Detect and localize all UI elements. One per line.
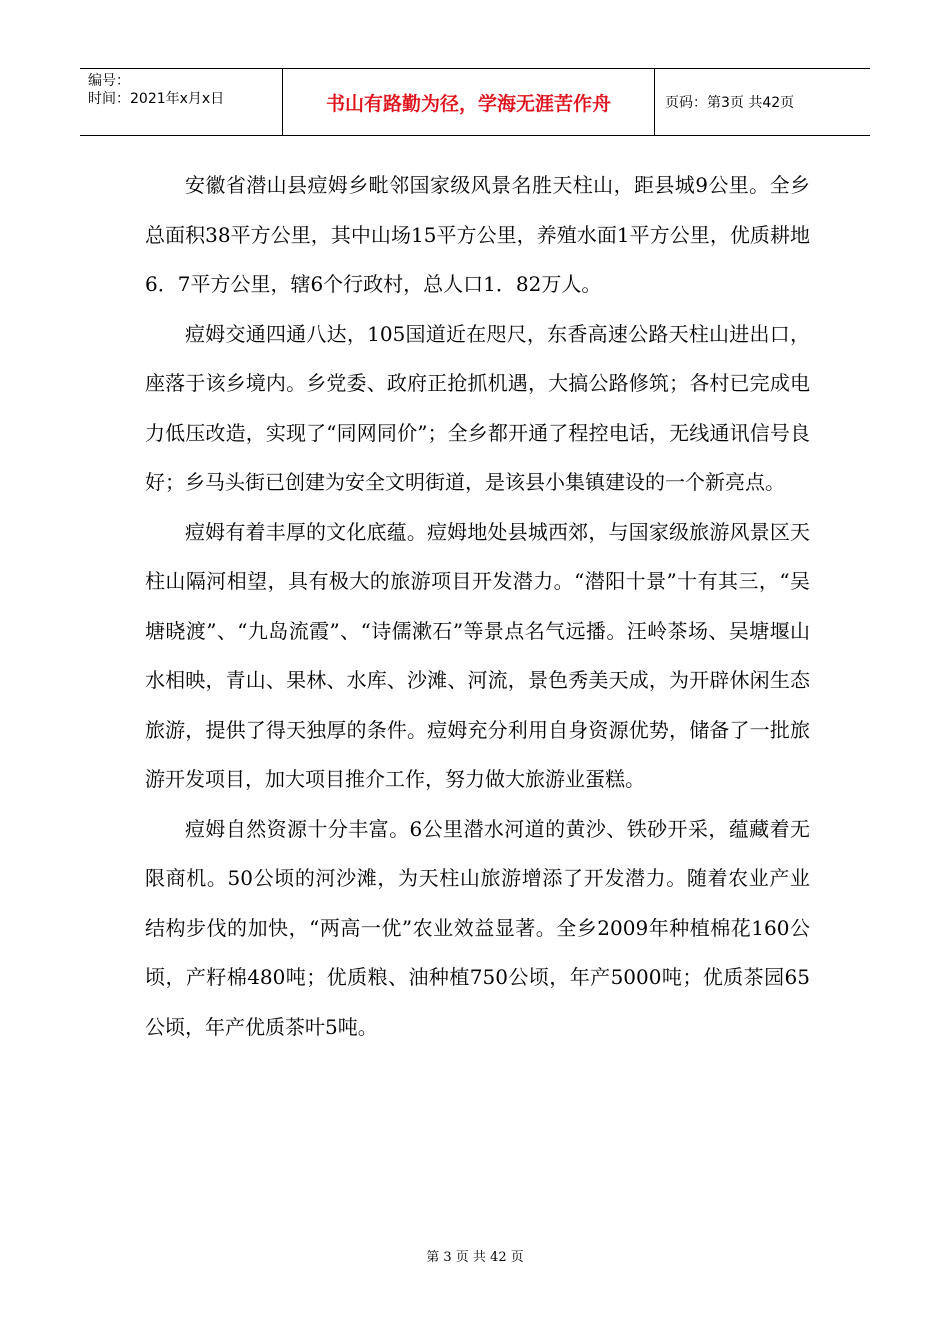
page-footer: 第 3 页 共 42 页 [426,1250,524,1265]
paragraph: 安徽省潜山县痘姆乡毗邻国家级风景名胜天柱山，距县城9公里。全乡总面积38平方公里，其中山场15平方公里，养殖水面1平方公里，优质耕地6．7平方公里，辖6个行政村，总人口1．82万人。 [145,173,810,296]
paragraph: 痘姆有着丰厚的文化底蕴。痘姆地处县城西郊，与国家级旅游风景区天柱山隔河相望，具有极大的旅游项目开发潜力。“潜阳十景”十有其三，“吴塘晓渡”、“九岛流霞”、“诗儒漱石”等景点名气远播。汪岭茶场、吴塘堰山水相映，青山、果林、水库、沙滩、河流，景色秀美天成，为开辟休闲生态旅游，提供了得天独厚的条件。痘姆充分利用自身资源优势，储备了一批旅游开发项目，加大项目推介工作，努力做大旅游业蛋糕。 [145,519,810,791]
paragraph: 痘姆自然资源十分丰富。6公里潜水河道的黄沙、铁砂开采，蕴藏着无限商机。50公顷的河沙滩，为天柱山旅游增添了开发潜力。随着农业产业结构步伐的加快，“两高一优”农业效益显著。全乡2009年种植棉花160公顷，产籽棉480吨；优质粮、油种植750公顷，年产5000吨；优质茶园65公顷，年产优质茶叶5吨。 [145,816,810,1039]
header-page-info: 页码：第3页 共42页 [665,95,795,111]
header-motto: 书山有路勤为径，学海无涯苦作舟 [283,69,655,135]
date-label: 时间：2021年x月x日 [88,91,225,107]
page-header [80,68,870,136]
serial-number-label: 编号： [88,73,130,89]
document-body [145,161,810,1052]
paragraph: 痘姆交通四通八达，105国道近在咫尺，东香高速公路天柱山进出口，座落于该乡境内。乡党委、政府正抢抓机遇，大搞公路修筑；各村已完成电力低压改造，实现了“同网同价”；全乡都开通了程控电话，无线通讯信号良好；乡马头街已创建为安全文明街道，是该县小集镇建设的一个新亮点。 [145,321,810,494]
header-meta [80,69,283,135]
